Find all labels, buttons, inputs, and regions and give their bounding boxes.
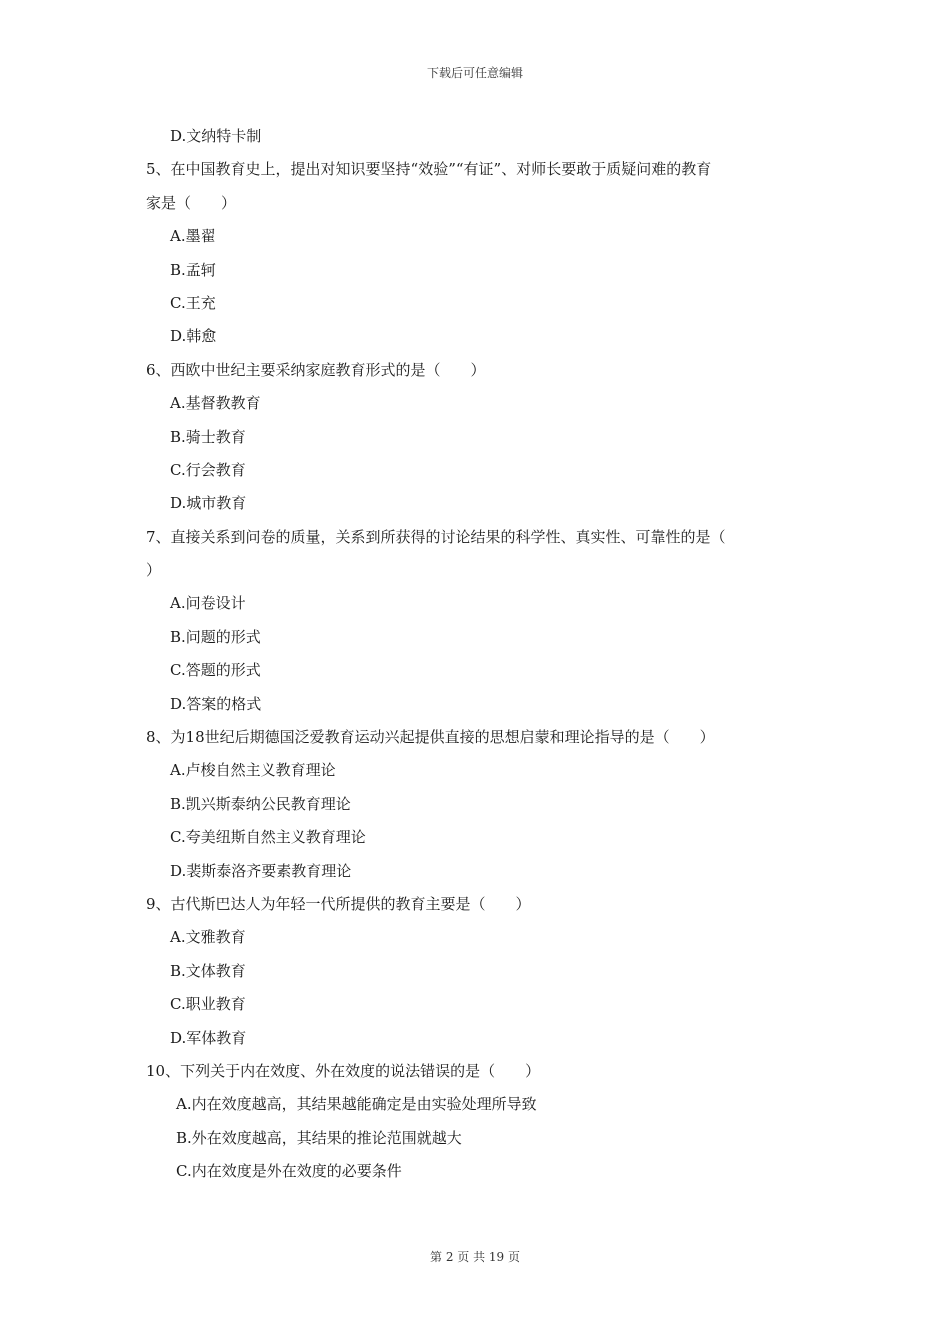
answer-option: B.孟轲: [170, 260, 216, 279]
answer-option: C.行会教育: [170, 460, 246, 479]
answer-option: D.答案的格式: [170, 694, 262, 713]
answer-option: D.韩愈: [170, 327, 217, 346]
question-stem-line: 8、为18世纪后期德国泛爱教育运动兴起提供直接的思想启蒙和理论指导的是（ ）: [146, 728, 715, 747]
answer-option: A.内在效度越高，其结果越能确定是由实验处理所导致: [176, 1095, 537, 1114]
answer-option: B.骑士教育: [170, 427, 246, 446]
page-footer: 第 2 页 共 19 页: [430, 1250, 520, 1264]
answer-option: D.裴斯泰洛齐要素教育理论: [170, 861, 352, 880]
page-header: 下载后可任意编辑: [426, 66, 523, 80]
answer-option: A.问卷设计: [170, 594, 246, 613]
answer-option: D.军体教育: [170, 1028, 247, 1047]
question-stem-line: 7、直接关系到问卷的质量，关系到所获得的讨论结果的科学性、真实性、可靠性的是（: [146, 527, 726, 546]
question-stem-line: 10、下列关于内在效度、外在效度的说法错误的是（ ）: [146, 1061, 541, 1080]
answer-option: C.答题的形式: [170, 661, 261, 680]
question-stem-line: 9、古代斯巴达人为年轻一代所提供的教育主要是（ ）: [146, 894, 531, 913]
answer-option: C.王充: [170, 293, 216, 312]
question-stem-line: ）: [146, 561, 162, 580]
answer-option: D.城市教育: [170, 494, 247, 513]
answer-option: A.基督教教育: [170, 394, 261, 413]
question-stem-line: 5、在中国教育史上，提出对知识要坚持“效验”“有证”、对师长要敢于质疑问难的教育: [146, 160, 712, 179]
answer-option: B.凯兴斯泰纳公民教育理论: [170, 794, 351, 813]
answer-option: A.文雅教育: [170, 928, 246, 947]
answer-option: B.外在效度越高，其结果的推论范围就越大: [176, 1128, 462, 1147]
answer-option: B.文体教育: [170, 961, 246, 980]
answer-option: A.卢梭自然主义教育理论: [170, 761, 336, 780]
answer-option: C.夸美纽斯自然主义教育理论: [170, 828, 366, 847]
answer-option: A.墨翟: [170, 227, 216, 246]
question-stem-line: 家是（ ）: [146, 193, 237, 212]
question-stem-line: 6、西欧中世纪主要采纳家庭教育形式的是（ ）: [146, 360, 486, 379]
answer-option: D.文纳特卡制: [170, 127, 262, 145]
answer-option: C.内在效度是外在效度的必要条件: [176, 1162, 402, 1181]
answer-option: C.职业教育: [170, 995, 246, 1014]
question-list: [146, 120, 816, 1189]
answer-option: B.问题的形式: [170, 627, 261, 646]
